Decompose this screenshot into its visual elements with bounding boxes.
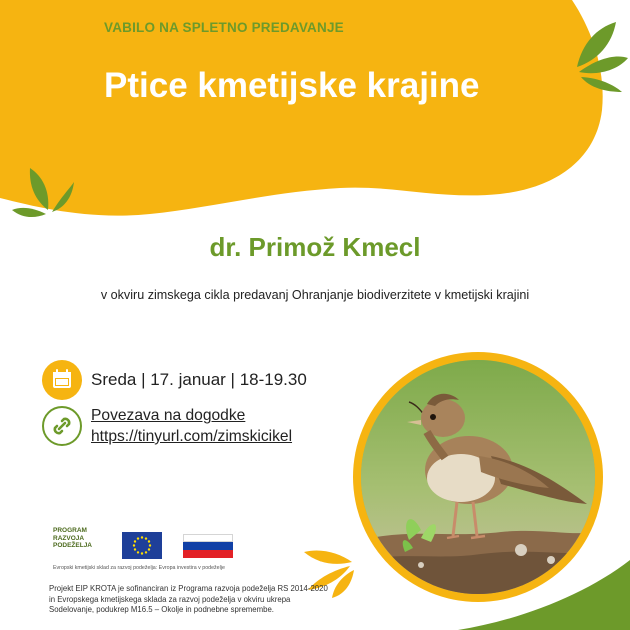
calendar-icon (42, 360, 82, 400)
logo-line-3: PODEŽELJA (53, 542, 93, 549)
event-date: Sreda | 17. januar | 18-19.30 (91, 370, 307, 389)
logo-line-2: RAZVOJA (53, 534, 85, 542)
program-razvoja-podezelja-logo (53, 527, 113, 550)
logos-caption: Evropski kmetijski sklad za razvoj podeželja: Evropa investira v podeželje (53, 565, 225, 571)
slovenia-flag-icon (183, 534, 233, 558)
event-link-block (91, 405, 292, 447)
lecture-title: Ptice kmetijske krajine (104, 66, 480, 105)
speaker-name: dr. Primož Kmecl (209, 232, 421, 262)
bird-photo (361, 360, 595, 594)
logo-line-1: PROGRAM (53, 527, 87, 534)
event-link-label[interactable]: Povezava na dogodke (91, 407, 246, 424)
skylark-illustration (361, 360, 595, 594)
eu-flag-icon (122, 532, 162, 559)
funding-footer-text: Projekt EIP KROTA je sofinanciran iz Programa razvoja podeželja RS 2014-2020 in Evropskega kmetijskega sklada za razvoj podeželja v okviru ukrepa Sodelovanje, podukrep M16.5 – Okolje in podnebne spremembe. (49, 584, 328, 614)
invitation-eyebrow: VABILO NA SPLETNO PREDAVANJE (104, 20, 344, 35)
link-icon (42, 406, 82, 446)
bird-photo-frame (353, 352, 603, 602)
event-link-url[interactable]: https://tinyurl.com/zimskicikel (91, 428, 293, 445)
lecture-series-subtitle: v okviru zimskega cikla predavanj Ohranjanje biodiverzitete v kmetijski krajini (100, 288, 530, 302)
funding-logos (50, 527, 250, 575)
